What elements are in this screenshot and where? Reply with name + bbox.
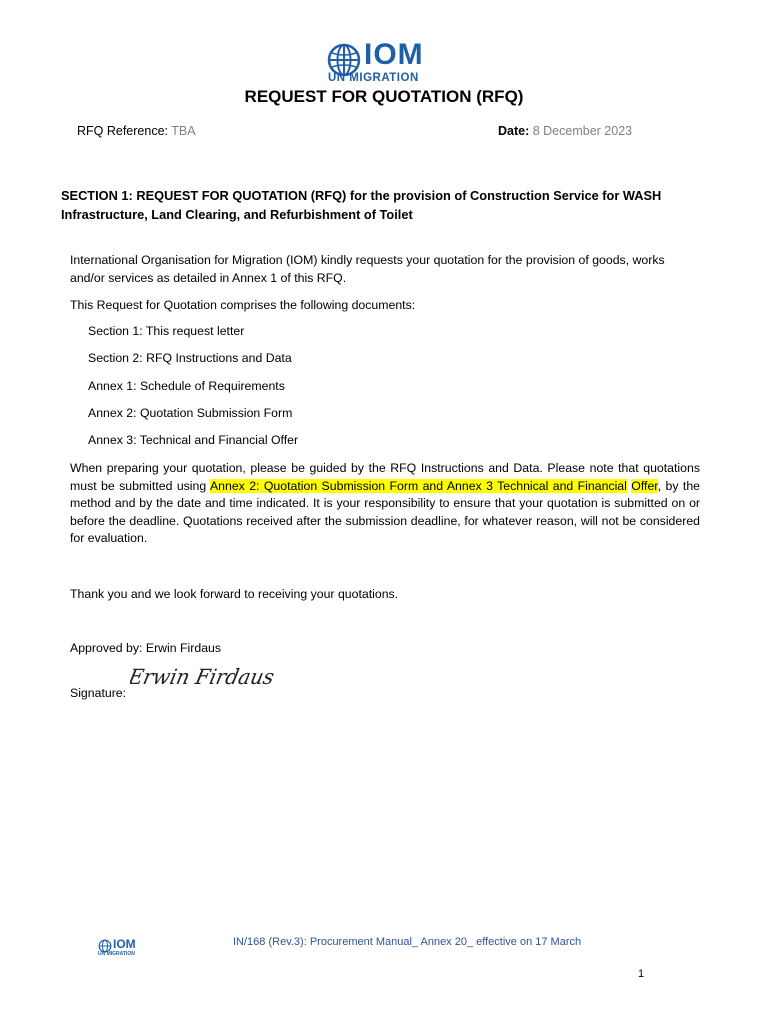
approved-by: Approved by: Erwin Firdaus xyxy=(70,641,222,655)
footer-text: IN/168 (Rev.3): Procurement Manual_ Annex 20_ effective on 17 March xyxy=(233,936,582,948)
highlighted-offer-text: Offer xyxy=(631,478,658,493)
preparation-text-start: When preparing your quotation, please be guided by the RFQ Instructions and Data. Please note that quotations must be submitted using xyxy=(70,461,700,493)
list-item: Annex 3: Technical and Financial Offer xyxy=(88,433,299,447)
highlighted-annex-text: Annex 2: Quotation Submission Form and Annex 3 Technical and Financial xyxy=(209,478,627,493)
preparation-paragraph xyxy=(70,460,700,548)
list-item: Section 1: This request letter xyxy=(88,324,245,338)
rfq-date-value: 8 December 2023 xyxy=(532,124,633,138)
list-item: Annex 2: Quotation Submission Form xyxy=(88,406,293,420)
footer-logo-tagline: UN MIGRATION xyxy=(98,951,135,957)
footer-logo-wordmark: IOM xyxy=(113,937,136,951)
section-heading: SECTION 1: REQUEST FOR QUOTATION (RFQ) for the provision of Construction Service for WASH Infrastructure, Land Clearing, and Refurbishment of Toilet xyxy=(61,188,662,222)
list-item: Section 2: RFQ Instructions and Data xyxy=(88,351,292,365)
iom-logo xyxy=(326,38,444,86)
page-number: 1 xyxy=(638,968,645,980)
logo-tagline: UN MIGRATION xyxy=(328,72,419,84)
rfq-reference-value: TBA xyxy=(171,124,196,138)
rfq-reference-label: RFQ Reference: xyxy=(77,124,172,138)
rfq-date xyxy=(498,124,632,138)
rfq-date-label: Date: xyxy=(498,124,533,138)
thanks-line: Thank you and we look forward to receiving your quotations. xyxy=(70,587,399,601)
intro-paragraph: International Organisation for Migration (IOM) kindly requests your quotation for the provision of goods, works and/or services as detailed in Annex 1 of this RFQ. xyxy=(70,253,665,285)
footer-logo xyxy=(98,938,144,958)
signature-label: Signature: xyxy=(70,686,127,700)
logo-wordmark: IOM xyxy=(364,38,424,71)
rfq-reference xyxy=(77,124,196,138)
svg-text:Erwin Firdaus: Erwin Firdaus xyxy=(130,665,282,690)
page-title: REQUEST FOR QUOTATION (RFQ) xyxy=(244,87,524,106)
list-item: Annex 1: Schedule of Requirements xyxy=(88,379,285,393)
preparation-text-end: , by the method and by the date and time indicated. It is your responsibility to ensure that your quotation is submitted on or before the deadline. Quotations received after the submission deadline, for whatever reason, will not be considered for evaluation. xyxy=(70,478,701,545)
documents-intro: This Request for Quotation comprises the following documents: xyxy=(70,298,416,312)
